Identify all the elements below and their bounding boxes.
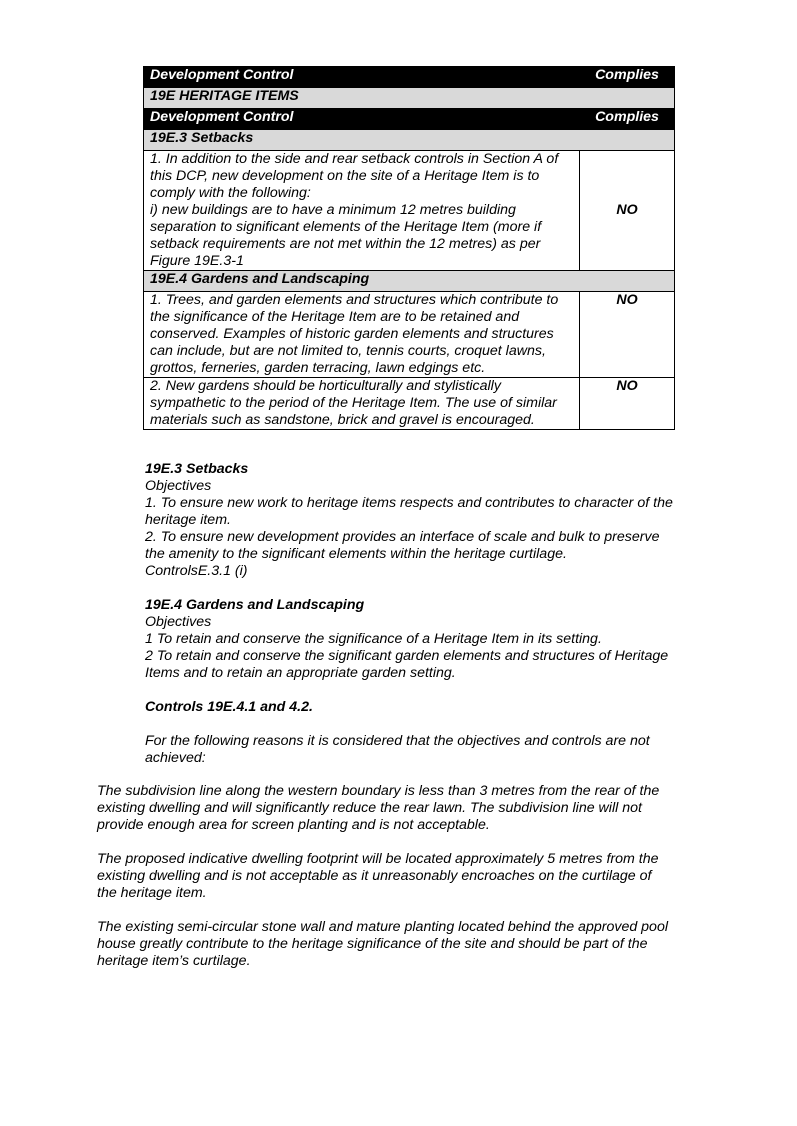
setbacks-heading: 19E.3 Setbacks — [145, 461, 249, 477]
table-row — [144, 151, 675, 271]
spacer — [145, 682, 675, 699]
controls-heading: Controls 19E.4.1 and 4.2. — [145, 699, 313, 715]
reasons-intro: For the following reasons it is considered that the objectives and controls are not achieved: — [145, 733, 650, 766]
gardens-control-text-2: 2. New gardens should be horticulturally and stylistically sympathetic to the period of the Heritage Item. The use of similar materials such as sandstone, brick and gravel is encouraged. — [144, 378, 580, 430]
spacer — [97, 834, 675, 851]
setbacks-objectives-label: Objectives — [145, 478, 212, 494]
gardens-objective-2: 2 To retain and conserve the significant garden elements and structures of Heritage Items and to retain an appropriate garden setting. — [145, 648, 669, 681]
table-row — [144, 378, 675, 430]
setbacks-title: 19E.3 Setbacks — [144, 130, 675, 151]
gardens-title-row — [144, 271, 675, 292]
setbacks-controls: ControlsE.3.1 (i) — [145, 563, 248, 579]
reason-paragraph-1: The subdivision line along the western boundary is less than 3 metres from the rear of the existing dwelling and will significantly reduce the rear lawn. The subdivision line will not provide enough area for screen planting and is not acceptable. — [97, 783, 660, 833]
gardens-objective-1: 1 To retain and conserve the significance of a Heritage Item in its setting. — [145, 631, 602, 647]
gardens-control-text-1: 1. Trees, and garden elements and structures which contribute to the significance of the Heritage Item are to be retained and conserved. Examples of historic garden elements and structures can include, but are not limited to, tennis courts, croquet lawns, grottos, ferneries, garden terracing, lawn edgings etc. — [144, 292, 580, 378]
subheader-control-cell: Development Control — [144, 109, 580, 130]
section-title-row — [144, 88, 675, 109]
setbacks-control-text — [144, 151, 580, 271]
reason-paragraph-3: The existing semi-circular stone wall and mature planting located behind the approved pool house greatly contribute to the heritage significance of the site and should be part of the heritage item’s curtilage. — [97, 919, 668, 969]
spacer — [145, 580, 675, 597]
reason-paragraph-2: The proposed indicative dwelling footprint will be located approximately 5 metres from the existing dwelling and is not acceptable as it unreasonably encroaches on the curtilage of the heritage item. — [97, 851, 659, 901]
setbacks-control-para-2: i) new buildings are to have a minimum 12 metres building separation to significant elements of the Heritage Item (more if setback requirements are not met within the 12 metres) as per Figure 19E.3-1 — [150, 202, 542, 269]
development-control-table — [143, 66, 675, 430]
table-header-row — [144, 67, 675, 88]
gardens-heading: 19E.4 Gardens and Landscaping — [145, 597, 365, 613]
header-control-cell: Development Control — [144, 67, 580, 88]
spacer — [97, 902, 675, 919]
reasons-block — [97, 783, 675, 970]
header-complies-cell: Complies — [580, 67, 675, 88]
setbacks-title-row — [144, 130, 675, 151]
notes-block — [145, 461, 675, 767]
table-row — [144, 292, 675, 378]
setbacks-objective-2: 2. To ensure new development provides an interface of scale and bulk to preserve the amenity to the significant elements within the heritage curtilage. — [145, 529, 660, 562]
gardens-objectives-label: Objectives — [145, 614, 212, 630]
spacer — [145, 716, 675, 733]
table-subheader-row — [144, 109, 675, 130]
setbacks-control-para-1: 1. In addition to the side and rear setback controls in Section A of this DCP, new development on the site of a Heritage Item is to comply with the following: — [150, 151, 559, 201]
gardens-complies-2: NO — [580, 378, 675, 430]
setbacks-complies: NO — [580, 151, 675, 271]
setbacks-objective-1: 1. To ensure new work to heritage items respects and contributes to character of the heritage item. — [145, 495, 673, 528]
gardens-title: 19E.4 Gardens and Landscaping — [144, 271, 675, 292]
section-title: 19E HERITAGE ITEMS — [144, 88, 675, 109]
subheader-complies-cell: Complies — [580, 109, 675, 130]
gardens-complies-1: NO — [580, 292, 675, 378]
